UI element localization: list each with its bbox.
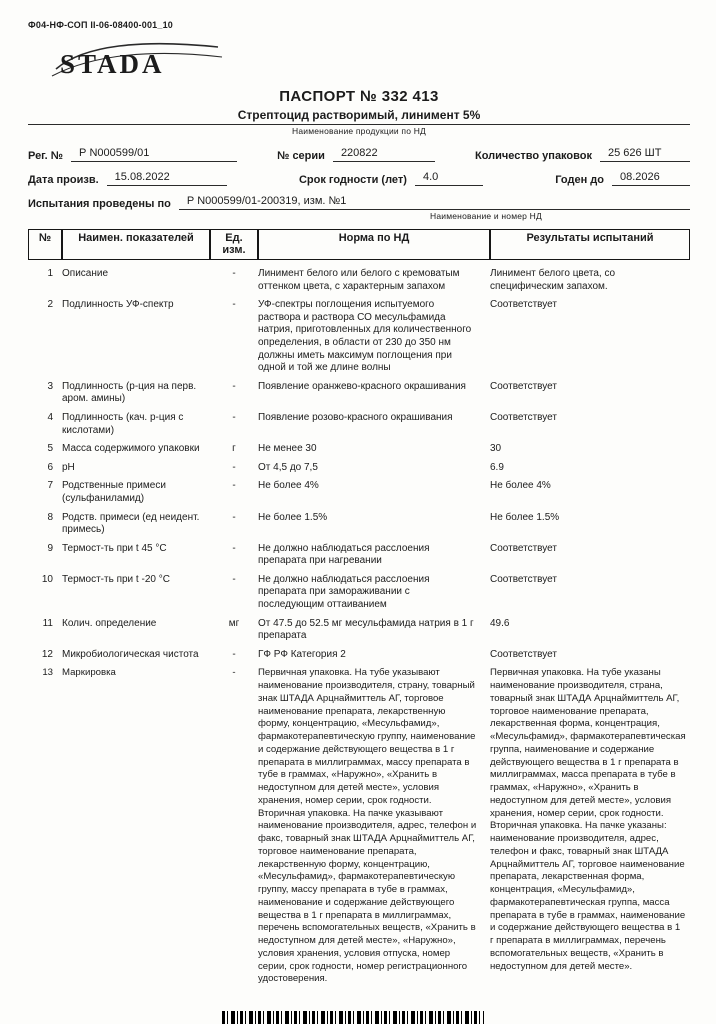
row-unit-cell: мг — [228, 617, 240, 629]
product-name-caption: Наименование продукции по НД — [292, 126, 426, 136]
row-unit-cell: - — [232, 411, 236, 423]
table-row — [28, 649, 690, 662]
table-row — [28, 443, 690, 456]
row-name-cell: Колич. определение — [62, 617, 157, 629]
row-unit-cell: - — [232, 511, 236, 523]
row-name-cell: рН — [62, 461, 75, 473]
pack-count-label: Количество упаковок — [475, 150, 592, 162]
table-row — [28, 512, 690, 537]
header-norm: Норма по НД — [258, 229, 490, 260]
row-unit-cell: г — [232, 443, 236, 455]
tested-by-caption: Наименование и номер НД — [430, 211, 542, 221]
field-expiry — [555, 171, 690, 186]
row-result-cell: Соответствует — [490, 542, 557, 554]
row-result-cell: Соответствует — [490, 648, 557, 660]
row-norm-cell: От 47.5 до 52.5 мг месульфамида натрия в 1 г препарата — [258, 617, 474, 642]
row-name-cell: Родственные примеси (сульфаниламид) — [62, 480, 166, 504]
row-result-cell: Соответствует — [490, 573, 557, 585]
row-norm-cell: Не менее 30 — [258, 443, 317, 455]
row-name-cell: Подлинность (р-ция на перв. аром. амины) — [62, 380, 197, 405]
row-num-cell: 1 — [47, 268, 53, 279]
row-norm-cell: От 4,5 до 7,5 — [258, 461, 318, 473]
field-reg-number — [28, 147, 237, 162]
row-norm-cell: Не должно наблюдаться расслоения препарата при нагревании — [258, 542, 430, 567]
series-value: 220822 — [333, 147, 435, 162]
header-parameter: Наимен. показателей — [62, 229, 210, 260]
row-norm-cell: ГФ РФ Категория 2 — [258, 648, 346, 660]
row-result-cell: Соответствует — [490, 380, 557, 392]
field-shelf-life — [299, 171, 483, 186]
table-header-row — [28, 229, 690, 260]
row-result-cell: 30 — [490, 443, 502, 455]
row-num-cell: 7 — [47, 480, 53, 492]
row-num-cell: 3 — [47, 380, 53, 392]
production-date-value: 15.08.2022 — [107, 171, 227, 186]
expiry-label: Годен до — [555, 174, 604, 186]
table-row — [28, 412, 690, 437]
row-num-cell: 11 — [42, 617, 53, 629]
row-name-cell: Подлинность (кач. р-ция с кислотами) — [62, 411, 184, 436]
row-num-cell: 12 — [41, 648, 53, 660]
row-norm-cell: УФ-спектры поглощения испытуемого раствора и раствора СО месульфамида натрия, приготовленных для количественного определения, в области от 230 до 350 нм должны иметь максимум поглощения при одной и той же длине волны — [258, 299, 472, 374]
expiry-value: 08.2026 — [612, 171, 690, 186]
row-norm-cell: Появление розово-красного окрашивания — [258, 411, 453, 423]
reg-number-value: Р N000599/01 — [71, 147, 237, 162]
row-name-cell: Термост-ть при t 45 °С — [62, 542, 167, 554]
production-date-label: Дата произв. — [28, 174, 99, 186]
row-unit-cell: - — [232, 268, 236, 279]
row-unit-cell: - — [232, 461, 236, 473]
shelf-life-label: Срок годности (лет) — [298, 174, 407, 186]
table-row — [28, 543, 690, 568]
shelf-life-value: 4.0 — [415, 171, 483, 186]
table-row — [28, 462, 690, 475]
row-name-cell: Родств. примеси (ед неидент. примесь) — [62, 511, 200, 536]
row-name-cell: Маркировка — [62, 667, 116, 679]
field-tested-by — [28, 195, 690, 210]
header-unit: Ед. изм. — [210, 229, 258, 260]
product-name-underline — [28, 124, 690, 125]
row-name-cell: Микробиологическая чистота — [62, 648, 199, 660]
row-norm-cell: Не более 4% — [258, 480, 319, 492]
field-pack-count — [475, 147, 690, 162]
row-norm-cell: Первичная упаковка. На тубе указывают наименование производителя, страну, товарный знак ШТАДА Арцнаймиттель АГ, торговое наименование препарата, лекарственную форму, концентрацию, «Месульфамид», фармакотерапевтическую группу, наименование и содержание действующего вещества в 1 г препарата в миллиграммах, массу препарата в тубе в граммах, «Наружно», «Хранить в недоступном для детей месте», условия хранения, номер серии, срок годности. Вторичная упаковка. На пачке указывают наименование производителя, адрес, телефон и факс, товарный знак ШТАДА Арцнаймиттель АГ, торговое наименование препарата, лекарственную форму, концентрацию, «Месульфамид», фармакотерапевтическую группу, массу препарата в тубе в граммах, наименование и содержание действующего вещества в 1 г препарата в миллиграммах, перечень вспомогательных веществ, «Хранить в недоступном для детей месте», «Наружно», условия хранения, условия отпуска, номер серии, срок годности, номер регистрационного удостоверения. — [258, 667, 477, 985]
row-num-cell: 4 — [47, 411, 53, 423]
row-num-cell: 5 — [47, 443, 53, 455]
tested-by-label: Испытания проведены по — [28, 198, 171, 210]
row-result-cell: 6.9 — [490, 461, 504, 473]
row-norm-cell: Не более 1.5% — [258, 511, 328, 523]
row-unit-cell: - — [232, 573, 236, 585]
header-results: Результаты испытаний — [490, 229, 690, 260]
row-result-cell: Не более 4% — [490, 480, 551, 492]
row-name-cell: Термост-ть при t -20 °С — [62, 573, 170, 585]
table-row — [28, 381, 690, 406]
row-unit-cell: - — [232, 480, 236, 492]
row-num-cell: 6 — [47, 461, 53, 473]
row-norm-cell: Линимент белого или белого с кремоватым оттенком цвета, с характерным запахом — [258, 268, 460, 292]
row-unit-cell: - — [232, 299, 236, 311]
reg-number-label: Рег. № — [28, 150, 64, 162]
row-num-cell: 2 — [47, 299, 53, 311]
field-row-3 — [28, 195, 690, 210]
barcode — [222, 1011, 484, 1024]
table-row — [28, 574, 690, 612]
row-name-cell: Подлинность УФ-спектр — [62, 299, 174, 311]
tested-by-value: Р N000599/01-200319, изм. №1 — [179, 195, 690, 210]
row-num-cell: 13 — [42, 667, 53, 679]
row-unit-cell: - — [232, 648, 236, 660]
header-num: № — [28, 229, 62, 260]
row-result-cell: Не более 1.5% — [490, 511, 560, 523]
product-name: Стрептоцид растворимый, линимент 5% — [237, 108, 481, 122]
row-result-cell: Первичная упаковка. На тубе указаны наименование производителя, страна, товарный знак ШТАДА Арцнаймиттель АГ, торговое наименование препарата, лекарственная форма, концентрация, «Месульфамид», фармакотерапевтическая группа, наименование и содержание действующего вещества в 1 г препарата в миллиграммах, масса препарата в тубе в граммах, «Наружно», «Хранить в недоступном для детей месте», условия хранения, номер серии, срок годности. Вторичная упаковка. На пачке указаны: наименование производителя, адрес, телефон и факс, товарный знак ШТАДА Арцнаймиттель АГ, торговое наименование препарата, лекарственная форма, концентрация, «Месульфамид», фармакотерапевтическая группа, масса препарата в тубе в граммах, наименование и содержание действующего вещества в 1 г препарата в миллиграммах, перечень вспомогательных веществ, «Хранить в недоступном для детей месте». — [490, 667, 686, 972]
row-norm-cell: Появление оранжево-красного окрашивания — [258, 380, 466, 392]
table-row — [28, 299, 690, 375]
table-row — [28, 480, 690, 505]
row-unit-cell: - — [232, 667, 236, 679]
logo-flourish-icon — [50, 38, 225, 84]
table-row — [28, 667, 690, 986]
page-title: ПАСПОРТ № 332 413 — [279, 88, 439, 105]
results-table — [28, 229, 690, 986]
row-name-cell: Описание — [62, 268, 109, 279]
pack-count-value: 25 626 ШТ — [600, 147, 690, 162]
row-result-cell: 49.6 — [490, 617, 510, 629]
row-result-cell: Соответствует — [490, 411, 557, 423]
table-row — [28, 618, 690, 643]
stada-logo — [50, 38, 225, 84]
field-production-date — [28, 171, 227, 186]
field-row-1 — [28, 147, 690, 162]
row-unit-cell: - — [232, 380, 236, 392]
series-label: № серии — [277, 150, 325, 162]
row-num-cell: 10 — [41, 573, 53, 585]
row-num-cell: 9 — [47, 542, 53, 554]
row-norm-cell: Не должно наблюдаться расслоения препарата при замораживании с последующим оттаиванием — [258, 573, 430, 611]
row-result-cell: Соответствует — [490, 299, 557, 311]
table-row — [28, 268, 690, 293]
row-num-cell: 8 — [47, 511, 53, 523]
form-code: Ф04-НФ-СОП II-06-08400-001_10 — [28, 20, 173, 30]
field-series — [277, 147, 435, 162]
stada-logo-text: STADA — [60, 49, 165, 79]
row-result-cell: Линимент белого цвета, со специфическим запахом. — [490, 268, 616, 292]
row-unit-cell: - — [232, 542, 236, 554]
table-body — [28, 268, 690, 986]
form-fields — [28, 147, 690, 221]
field-row-2 — [28, 171, 690, 186]
row-name-cell: Масса содержимого упаковки — [62, 443, 200, 455]
